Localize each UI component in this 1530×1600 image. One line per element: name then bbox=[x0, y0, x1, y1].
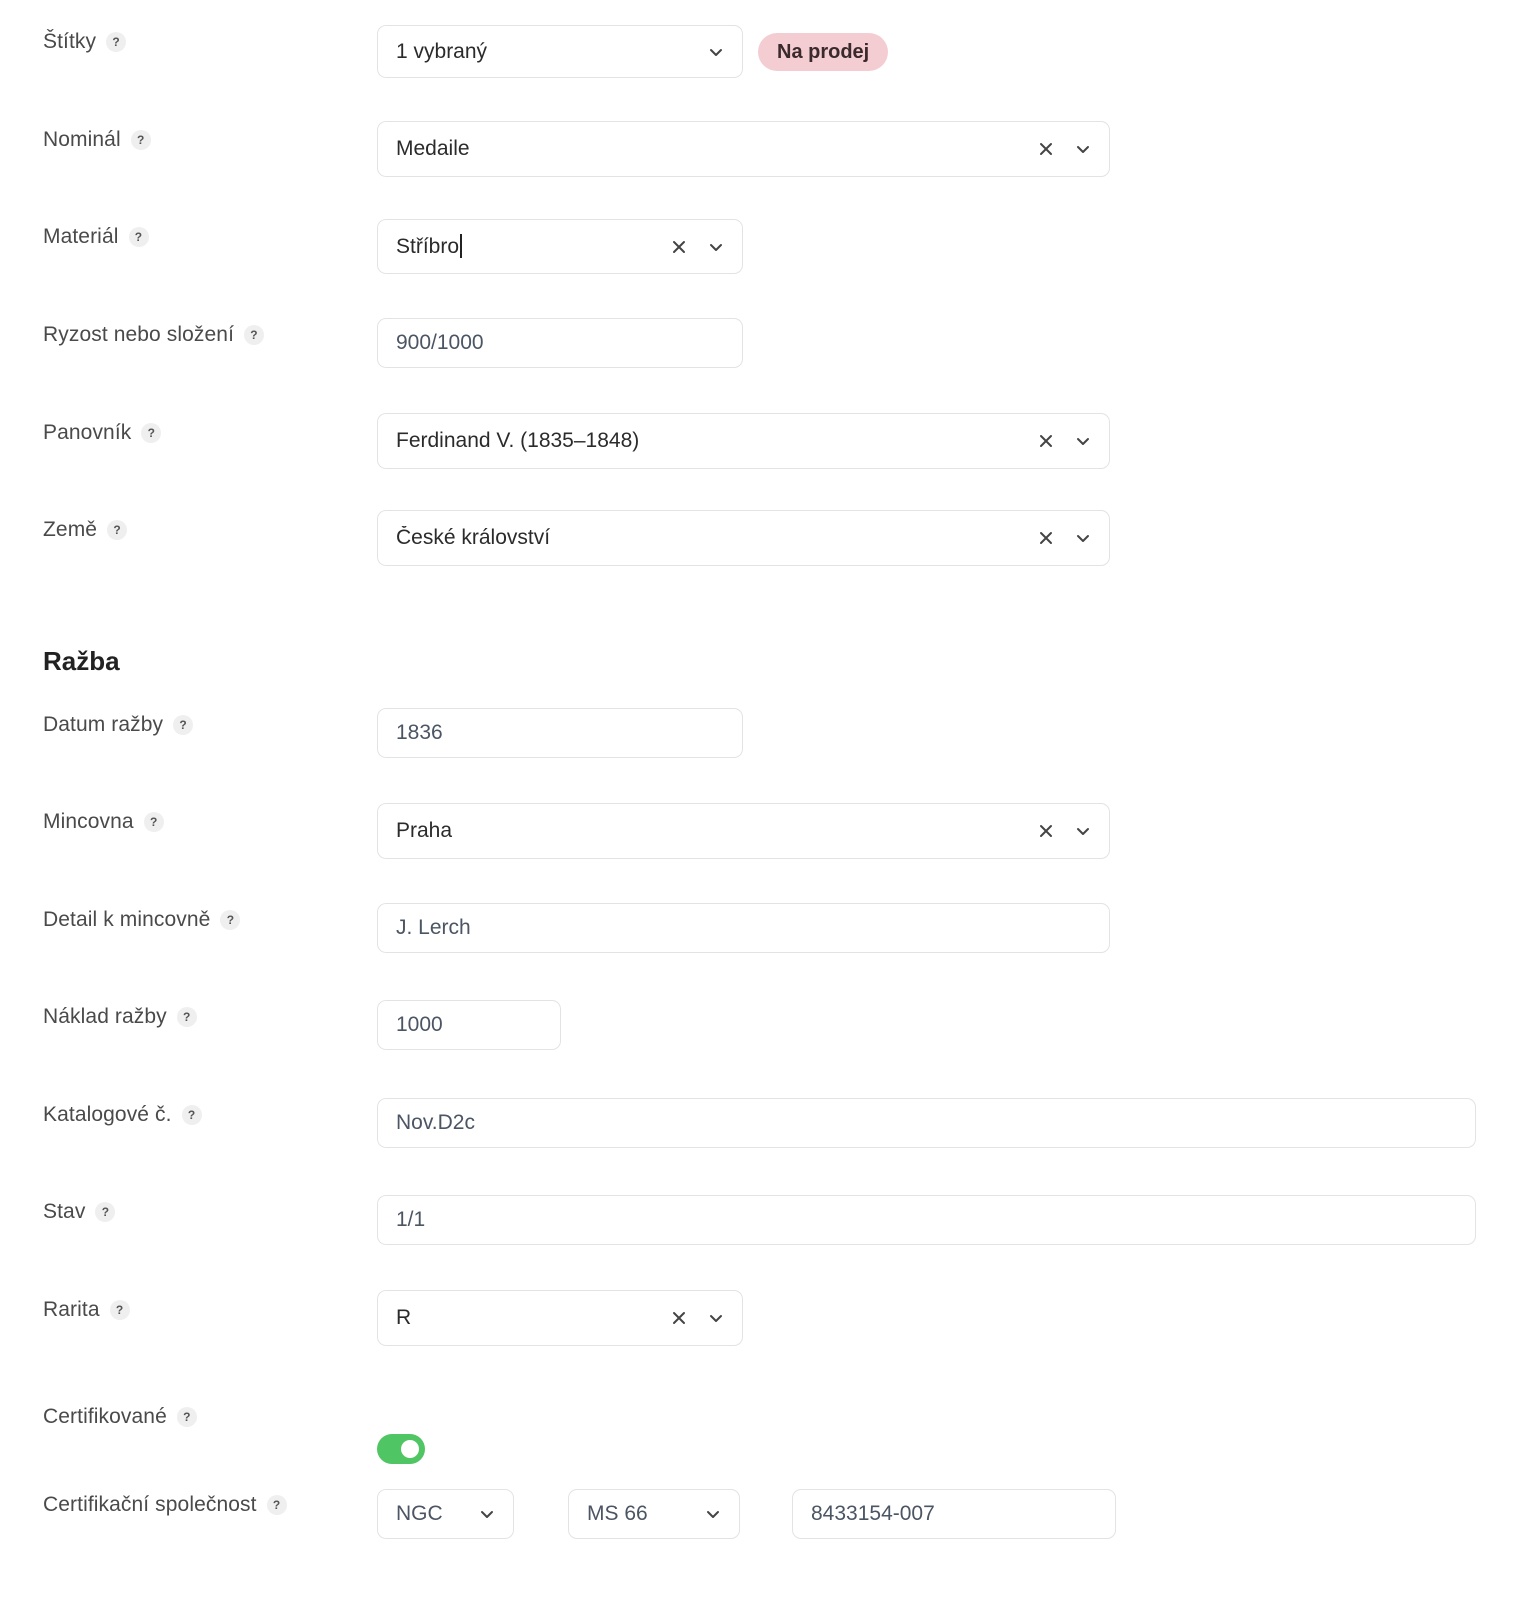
field-label-zeme bbox=[43, 518, 127, 542]
field-label-stitky bbox=[43, 30, 126, 54]
label-text: Materiál bbox=[43, 225, 119, 248]
close-icon[interactable] bbox=[1037, 822, 1055, 840]
label-text: Stav bbox=[43, 1200, 86, 1223]
help-icon[interactable]: ? bbox=[267, 1495, 287, 1515]
toggle-knob bbox=[401, 1440, 419, 1458]
help-icon[interactable]: ? bbox=[244, 325, 264, 345]
fineness-input[interactable] bbox=[377, 318, 743, 368]
certification-company-value: NGC bbox=[396, 1502, 443, 1525]
mint-select[interactable] bbox=[377, 803, 1110, 859]
field-label-material bbox=[43, 225, 149, 249]
help-icon[interactable]: ? bbox=[110, 1300, 130, 1320]
tags-select-value: 1 vybraný bbox=[396, 39, 488, 63]
mint-detail-input[interactable] bbox=[377, 903, 1110, 953]
help-icon[interactable]: ? bbox=[129, 227, 149, 247]
close-icon[interactable] bbox=[1037, 529, 1055, 547]
field-label-stav bbox=[43, 1200, 115, 1224]
help-icon[interactable]: ? bbox=[131, 130, 151, 150]
nominal-select-value: Medaile bbox=[396, 137, 470, 160]
field-label-mincovna bbox=[43, 810, 164, 834]
label-text: Náklad ražby bbox=[43, 1005, 167, 1028]
tags-select[interactable] bbox=[377, 25, 743, 78]
help-icon[interactable]: ? bbox=[141, 423, 161, 443]
label-text: Nominál bbox=[43, 128, 121, 151]
fineness-input-value: 900/1000 bbox=[396, 331, 484, 354]
rarity-select[interactable] bbox=[377, 1290, 743, 1346]
certification-grade-select[interactable] bbox=[568, 1489, 740, 1539]
condition-input-value: 1/1 bbox=[396, 1208, 426, 1231]
field-label-ryzost bbox=[43, 323, 264, 347]
chevron-down-icon[interactable] bbox=[708, 1310, 724, 1326]
mintage-input[interactable] bbox=[377, 1000, 561, 1050]
field-label-naklad bbox=[43, 1005, 197, 1029]
label-text: Ryzost nebo složení bbox=[43, 323, 235, 346]
condition-input[interactable] bbox=[377, 1195, 1476, 1245]
chevron-down-icon[interactable] bbox=[705, 1506, 721, 1522]
nominal-select[interactable] bbox=[377, 121, 1110, 177]
mint-date-input-value: 1836 bbox=[396, 721, 443, 744]
help-icon[interactable]: ? bbox=[144, 812, 164, 832]
ruler-select[interactable] bbox=[377, 413, 1110, 469]
chevron-down-icon[interactable] bbox=[479, 1506, 495, 1522]
help-icon[interactable]: ? bbox=[173, 715, 193, 735]
field-label-datum bbox=[43, 713, 193, 737]
field-label-certifikovane bbox=[43, 1405, 197, 1429]
help-icon[interactable]: ? bbox=[177, 1007, 197, 1027]
help-icon[interactable]: ? bbox=[107, 520, 127, 540]
field-label-nominal bbox=[43, 128, 151, 152]
help-icon[interactable]: ? bbox=[182, 1105, 202, 1125]
rarity-select-value: R bbox=[396, 1306, 412, 1329]
section-title-razba: Ražba bbox=[43, 646, 120, 676]
material-select-value[interactable]: Stříbro bbox=[396, 234, 670, 259]
label-text: Certifikované bbox=[43, 1405, 167, 1428]
certification-grade-value: MS 66 bbox=[587, 1502, 648, 1525]
ruler-select-value: Ferdinand V. (1835–1848) bbox=[396, 429, 640, 452]
label-text: Rarita bbox=[43, 1298, 100, 1321]
close-icon[interactable] bbox=[670, 238, 688, 256]
label-text: Certifikační společnost bbox=[43, 1493, 257, 1516]
chevron-down-icon[interactable] bbox=[1075, 823, 1091, 839]
close-icon[interactable] bbox=[1037, 432, 1055, 450]
help-icon[interactable]: ? bbox=[220, 910, 240, 930]
certified-toggle[interactable] bbox=[377, 1434, 425, 1464]
label-text: Štítky bbox=[43, 30, 97, 53]
chevron-down-icon[interactable] bbox=[1075, 530, 1091, 546]
label-text: Katalogové č. bbox=[43, 1103, 172, 1126]
certification-number-input[interactable] bbox=[792, 1489, 1116, 1539]
country-select-value: České království bbox=[396, 526, 551, 549]
mint-date-input[interactable] bbox=[377, 708, 743, 758]
mint-detail-input-value: J. Lerch bbox=[396, 916, 471, 939]
label-text: Země bbox=[43, 518, 98, 541]
chevron-down-icon[interactable] bbox=[1075, 433, 1091, 449]
chevron-down-icon[interactable] bbox=[708, 239, 724, 255]
help-icon[interactable]: ? bbox=[106, 32, 126, 52]
certification-number-value: 8433154-007 bbox=[811, 1502, 935, 1525]
label-text: Detail k mincovně bbox=[43, 908, 211, 931]
field-label-detail bbox=[43, 908, 240, 932]
label-text: Panovník bbox=[43, 421, 132, 444]
chevron-down-icon[interactable] bbox=[1075, 141, 1091, 157]
close-icon[interactable] bbox=[1037, 140, 1055, 158]
label-text: Datum ražby bbox=[43, 713, 164, 736]
chevron-down-icon[interactable] bbox=[708, 44, 724, 60]
catalog-number-input-value: Nov.D2c bbox=[396, 1111, 475, 1134]
help-icon[interactable]: ? bbox=[95, 1202, 115, 1222]
catalog-number-input[interactable] bbox=[377, 1098, 1476, 1148]
close-icon[interactable] bbox=[670, 1309, 688, 1327]
tag-na-prodej[interactable]: Na prodej bbox=[758, 33, 888, 71]
field-label-certifikace bbox=[43, 1493, 287, 1517]
field-label-katalog bbox=[43, 1103, 202, 1127]
material-select[interactable] bbox=[377, 219, 743, 274]
mintage-input-value: 1000 bbox=[396, 1013, 443, 1036]
field-label-rarita bbox=[43, 1298, 130, 1322]
certification-company-select[interactable] bbox=[377, 1489, 514, 1539]
help-icon[interactable]: ? bbox=[177, 1407, 197, 1427]
label-text: Mincovna bbox=[43, 810, 134, 833]
country-select[interactable] bbox=[377, 510, 1110, 566]
mint-select-value: Praha bbox=[396, 819, 453, 842]
field-label-panovnik bbox=[43, 421, 161, 445]
